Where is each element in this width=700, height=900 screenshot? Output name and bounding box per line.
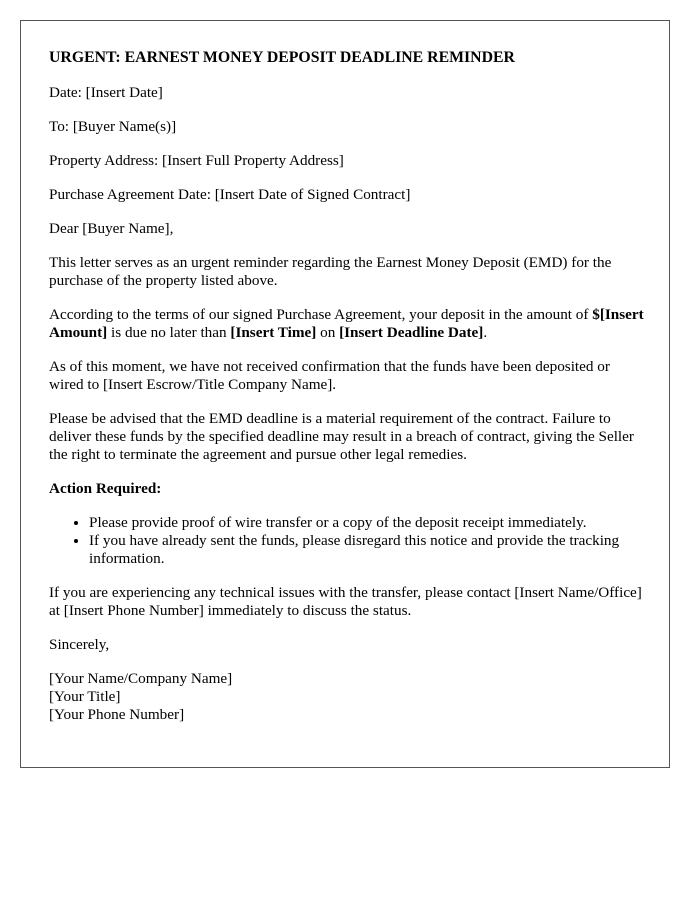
action-list-item: • If you have already sent the funds, please disregard this notice and provide the tracking information. [89, 532, 648, 568]
action-required-heading: Action Required: [49, 480, 162, 497]
letter-title: URGENT: EARNEST MONEY DEPOSIT DEADLINE REMINDER [49, 49, 515, 66]
terms-paragraph [49, 306, 648, 342]
deposit-time: [Insert Time] [230, 324, 317, 341]
advice-paragraph: Please be advised that the EMD deadline is a material requirement of the contract. Failure to deliver these funds by the specified deadline may result in a breach of contract, giving the Seller the right to terminate the agreement and pursue other legal remedies. [49, 410, 634, 463]
intro-paragraph: This letter serves as an urgent reminder regarding the Earnest Money Deposit (EMD) for the purchase of the property listed above. [49, 254, 612, 289]
terms-text-3: on [316, 324, 340, 341]
deposit-deadline-date: [Insert Deadline Date] [339, 324, 484, 341]
letter-container [20, 20, 670, 768]
property-address-line: Property Address: [Insert Full Property Address] [49, 152, 344, 169]
agreement-date-line: Purchase Agreement Date: [Insert Date of Signed Contract] [49, 186, 411, 203]
action-list-item: • Please provide proof of wire transfer or a copy of the deposit receipt immediately. [89, 514, 648, 532]
date-line: Date: [Insert Date] [49, 84, 163, 101]
closing: Sincerely, [49, 636, 110, 653]
signature-phone: [Your Phone Number] [49, 706, 185, 723]
terms-text-1: According to the terms of our signed Purchase Agreement, your deposit in the amount of [49, 306, 593, 323]
deposit-amount: $[Insert Amount] [49, 306, 644, 341]
action-list [49, 514, 648, 568]
signature-title: [Your Title] [49, 688, 121, 705]
signature-name: [Your Name/Company Name] [49, 670, 233, 687]
terms-text-4: . [483, 324, 488, 341]
terms-text-2: is due no later than [107, 324, 231, 341]
signature-block [49, 670, 648, 724]
salutation: Dear [Buyer Name], [49, 220, 174, 237]
contact-paragraph: If you are experiencing any technical issues with the transfer, please contact [Insert Name/Office] at [Insert Phone Number] immediately to discuss the status. [49, 584, 642, 619]
status-paragraph: As of this moment, we have not received confirmation that the funds have been deposited or wired to [Insert Escrow/Title Company Name]. [49, 358, 610, 393]
recipient-line: To: [Buyer Name(s)] [49, 118, 177, 135]
